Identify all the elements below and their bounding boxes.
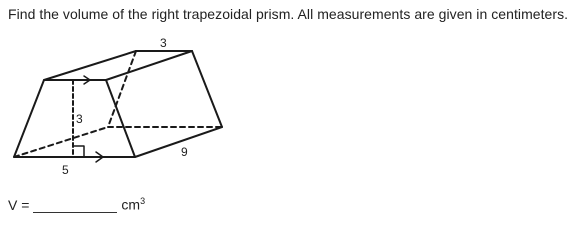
label-base-edge: 5 xyxy=(62,163,69,177)
question-text: Find the volume of the right trapezoidal prism. All measurements are given in centimeters. xyxy=(8,6,569,22)
volume-answer-input[interactable] xyxy=(33,198,117,213)
answer-row xyxy=(8,196,145,213)
label-top-edge: 3 xyxy=(160,36,167,50)
unit-exponent: 3 xyxy=(140,196,146,206)
label-depth: 9 xyxy=(181,145,188,159)
hidden-depth-edge xyxy=(14,127,108,157)
volume-label: V = xyxy=(8,196,30,213)
right-angle-mark xyxy=(73,146,84,157)
unit-label xyxy=(121,196,145,213)
hidden-back-left-edge xyxy=(108,51,136,127)
back-right-edge xyxy=(192,51,222,127)
depth-bottom-edge xyxy=(135,127,222,157)
unit-base: cm xyxy=(121,196,141,213)
label-height: 3 xyxy=(76,112,83,126)
back-top-edge xyxy=(44,51,136,80)
